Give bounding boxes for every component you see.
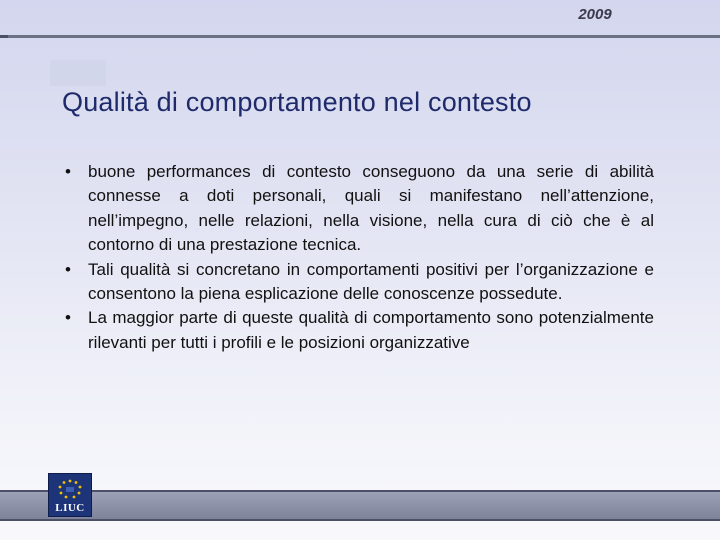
bullet-text: La maggior parte di queste qualità di comportamento sono potenzialmente rilevanti per tutti i profili e le posizioni organizzative	[88, 308, 654, 352]
bullet-list	[62, 160, 654, 355]
bullet-item	[62, 160, 654, 258]
bullet-marker: •	[65, 259, 71, 279]
header-divider	[0, 35, 720, 38]
bullet-text: Tali qualità si concretano in comportamenti positivi per l’organizzazione e consentono la piena esplicazione delle conoscenze possedute.	[88, 259, 654, 304]
decorative-block	[50, 60, 106, 86]
bullet-item	[62, 306, 654, 355]
star-ring-icon	[53, 478, 87, 500]
bullet-marker: •	[65, 308, 71, 328]
bullet-text: buone performances di contesto conseguono da una serie di abilità connesse a doti personali, quali si manifestano nell’attenzione, nell’impegno, nelle relazioni, nella visione, nella cura di ciò che è al contorno di una prestazione tecnica.	[88, 162, 654, 255]
year-label: 2009	[578, 6, 612, 23]
liuc-logo	[48, 473, 92, 517]
bullet-marker: •	[65, 162, 71, 181]
bullet-item	[62, 258, 654, 307]
logo-label: LIUC	[55, 502, 85, 514]
header-divider-accent	[0, 35, 8, 38]
footer-bar	[0, 490, 720, 521]
slide-title: Qualità di comportamento nel contesto	[62, 87, 532, 117]
